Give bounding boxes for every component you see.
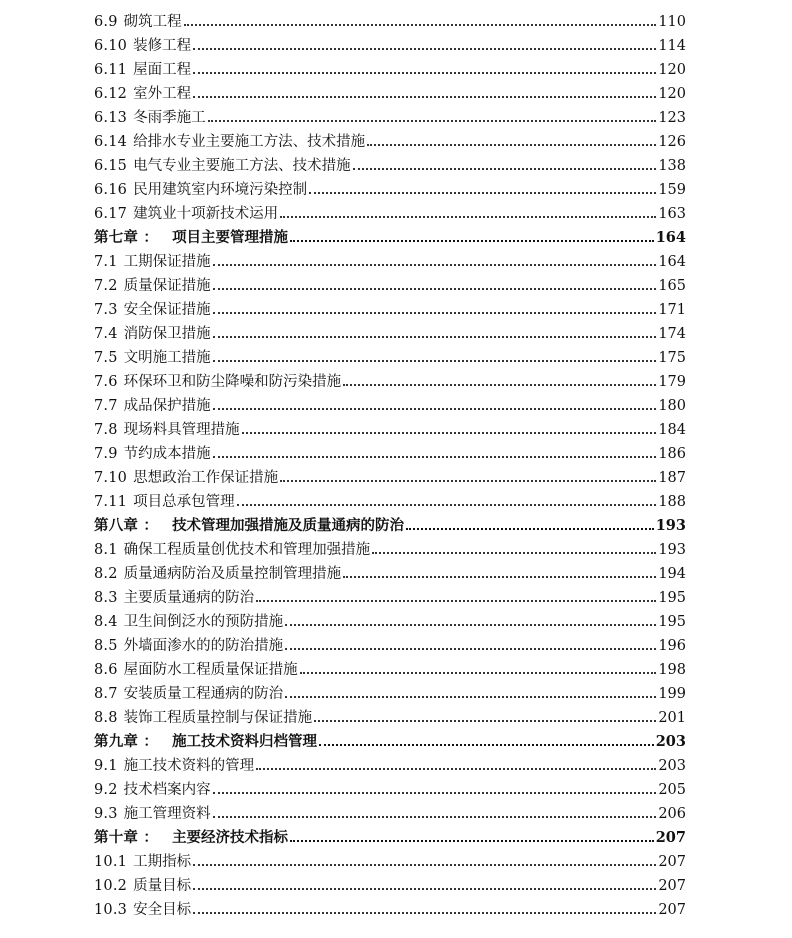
toc-entry-number: 8.2 — [94, 566, 118, 582]
toc-entry[interactable] — [94, 586, 686, 610]
toc-entry-number: 8.3 — [94, 590, 118, 606]
dot-leader — [242, 432, 657, 434]
dot-leader — [343, 576, 656, 578]
toc-entry[interactable] — [94, 154, 686, 178]
toc-entry-title: 民用建筑室内环境污染控制 — [133, 182, 308, 198]
toc-entry-title: 质量目标 — [133, 878, 192, 894]
toc-entry[interactable] — [94, 898, 686, 922]
toc-entry-page: 126 — [658, 134, 686, 150]
toc-entry-title: 屋面工程 — [133, 62, 192, 78]
toc-entry-number: 7.6 — [94, 374, 118, 390]
toc-entry[interactable] — [94, 346, 686, 370]
toc-entry-page: 174 — [658, 326, 686, 342]
toc-entry-page: 207 — [658, 902, 686, 918]
toc-entry-number: 6.15 — [94, 158, 128, 174]
toc-entry-number: 10.1 — [94, 854, 128, 870]
toc-entry-title: 装饰工程质量控制与保证措施 — [123, 710, 313, 726]
toc-entry-title: 电气专业主要施工方法、技术措施 — [133, 158, 351, 174]
toc-entry-number: 10.2 — [94, 878, 128, 894]
toc-entry-page: 186 — [658, 446, 686, 462]
toc-entry-page: 138 — [658, 158, 686, 174]
dot-leader — [237, 504, 657, 506]
toc-entry-page: 163 — [658, 206, 686, 222]
dot-leader — [372, 552, 656, 554]
toc-entry-number: 8.6 — [94, 662, 118, 678]
toc-entry-page: 120 — [658, 86, 686, 102]
toc-entry[interactable] — [94, 370, 686, 394]
dot-leader — [213, 816, 657, 818]
toc-entry-number: 第十章 ： — [94, 829, 159, 846]
dot-leader — [193, 888, 656, 890]
toc-entry-title: 室外工程 — [133, 86, 192, 102]
toc-entry[interactable] — [94, 58, 686, 82]
toc-entry-number: 第八章 ： — [94, 517, 159, 534]
toc-entry-page: 184 — [658, 422, 686, 438]
toc-entry[interactable] — [94, 610, 686, 634]
toc-entry-title: 安全保证措施 — [123, 302, 211, 318]
toc-entry[interactable] — [94, 754, 686, 778]
toc-entry-number: 第九章 ： — [94, 733, 159, 750]
toc-entry-page: 196 — [658, 638, 686, 654]
toc-entry-number: 7.11 — [94, 494, 128, 510]
toc-entry-number: 7.8 — [94, 422, 118, 438]
toc-entry-title: 施工管理资料 — [123, 806, 211, 822]
dot-leader — [184, 24, 657, 26]
toc-entry-number: 7.3 — [94, 302, 118, 318]
toc-entry-page: 199 — [658, 686, 686, 702]
toc-entry-title: 施工技术资料的管理 — [123, 758, 255, 774]
toc-entry-number: 6.9 — [94, 14, 118, 30]
toc-entry[interactable] — [94, 394, 686, 418]
toc-entry-title: 质量通病防治及质量控制管理措施 — [123, 566, 342, 582]
toc-entry-number: 6.10 — [94, 38, 128, 54]
toc-entry-page: 165 — [658, 278, 686, 294]
toc-entry-page: 203 — [655, 733, 686, 750]
toc-entry-title: 思想政治工作保证措施 — [133, 470, 279, 486]
dot-leader — [193, 912, 656, 914]
toc-entry-number: 8.1 — [94, 542, 118, 558]
toc-entry-title: 安装质量工程通病的防治 — [123, 686, 284, 702]
toc-entry-title: 安全目标 — [133, 902, 192, 918]
toc-entry-title: 装修工程 — [133, 38, 192, 54]
toc-entry-page: 207 — [658, 854, 686, 870]
toc-entry-page: 193 — [655, 517, 686, 534]
toc-entry[interactable] — [94, 298, 686, 322]
toc-entry-number: 10.3 — [94, 902, 128, 918]
toc-chapter-entry[interactable] — [94, 826, 686, 850]
toc-entry-page: 164 — [655, 229, 686, 246]
toc-entry-page: 195 — [658, 614, 686, 630]
dot-leader — [256, 768, 656, 770]
toc-entry-number: 6.17 — [94, 206, 128, 222]
dot-leader — [193, 72, 656, 74]
toc-entry-title: 节约成本措施 — [123, 446, 211, 462]
dot-leader — [256, 600, 656, 602]
toc-entry-page: 203 — [658, 758, 686, 774]
toc-entry-number: 7.9 — [94, 446, 118, 462]
toc-entry-number: 9.2 — [94, 782, 118, 798]
toc-entry-number: 7.10 — [94, 470, 128, 486]
toc-entry[interactable] — [94, 82, 686, 106]
toc-entry[interactable] — [94, 274, 686, 298]
toc-entry-title: 屋面防水工程质量保证措施 — [123, 662, 298, 678]
toc-entry-title: 现场料具管理措施 — [123, 422, 240, 438]
toc-entry-title: 技术档案内容 — [123, 782, 211, 798]
toc-entry-title: 工期保证措施 — [123, 254, 211, 270]
toc-entry[interactable] — [94, 490, 686, 514]
toc-entry[interactable] — [94, 34, 686, 58]
toc-entry-title: 文明施工措施 — [123, 350, 211, 366]
toc-entry[interactable] — [94, 874, 686, 898]
dot-leader — [285, 696, 656, 698]
toc-entry[interactable] — [94, 202, 686, 226]
toc-entry-title: 砌筑工程 — [123, 14, 182, 30]
toc-entry-title: 环保环卫和防尘降噪和防污染措施 — [123, 374, 342, 390]
toc-entry-title: 主要经济技术指标 — [172, 829, 289, 846]
dot-leader — [193, 96, 656, 98]
dot-leader — [285, 648, 656, 650]
dot-leader — [213, 456, 657, 458]
dot-leader — [193, 864, 656, 866]
toc-entry-page: 120 — [658, 62, 686, 78]
toc-entry[interactable] — [94, 706, 686, 730]
dot-leader — [285, 624, 656, 626]
toc-entry[interactable] — [94, 442, 686, 466]
toc-entry-page: 206 — [658, 806, 686, 822]
dot-leader — [309, 192, 656, 194]
dot-leader — [213, 288, 657, 290]
toc-entry[interactable] — [94, 418, 686, 442]
dot-leader — [213, 408, 657, 410]
toc-entry[interactable] — [94, 850, 686, 874]
toc-entry[interactable] — [94, 322, 686, 346]
toc-entry-page: 175 — [658, 350, 686, 366]
dot-leader — [406, 528, 654, 530]
dot-leader — [193, 48, 656, 50]
toc-entry-title: 技术管理加强措施及质量通病的防治 — [172, 517, 405, 534]
toc-entry-number: 8.5 — [94, 638, 118, 654]
toc-entry-number: 7.4 — [94, 326, 118, 342]
dot-leader — [290, 840, 654, 842]
toc-entry-page: 180 — [658, 398, 686, 414]
toc-entry[interactable] — [94, 562, 686, 586]
toc-entry-title: 建筑业十项新技术运用 — [133, 206, 279, 222]
toc-entry-number: 8.7 — [94, 686, 118, 702]
dot-leader — [300, 672, 657, 674]
table-of-contents — [94, 10, 686, 922]
dot-leader — [213, 264, 657, 266]
dot-leader — [314, 720, 656, 722]
toc-entry-number: 7.1 — [94, 254, 118, 270]
toc-entry-page: 201 — [658, 710, 686, 726]
dot-leader — [290, 240, 654, 242]
toc-entry[interactable] — [94, 250, 686, 274]
toc-entry-page: 187 — [658, 470, 686, 486]
toc-entry-number: 6.13 — [94, 110, 128, 126]
toc-entry[interactable] — [94, 634, 686, 658]
toc-entry[interactable] — [94, 682, 686, 706]
toc-entry-number: 第七章 ： — [94, 229, 159, 246]
toc-chapter-entry[interactable] — [94, 226, 686, 250]
toc-entry-number: 8.8 — [94, 710, 118, 726]
toc-entry-page: 198 — [658, 662, 686, 678]
toc-entry-title: 质量保证措施 — [123, 278, 211, 294]
toc-entry-page: 123 — [658, 110, 686, 126]
toc-entry[interactable] — [94, 658, 686, 682]
dot-leader — [343, 384, 656, 386]
toc-entry[interactable] — [94, 538, 686, 562]
toc-entry-number: 9.3 — [94, 806, 118, 822]
toc-entry[interactable] — [94, 130, 686, 154]
toc-entry-number: 6.14 — [94, 134, 128, 150]
toc-entry-title: 施工技术资料归档管理 — [172, 733, 318, 750]
toc-entry-page: 159 — [658, 182, 686, 198]
toc-entry-page: 179 — [658, 374, 686, 390]
toc-entry-title: 冬雨季施工 — [133, 110, 206, 126]
toc-entry-number: 6.12 — [94, 86, 128, 102]
toc-entry-number: 8.4 — [94, 614, 118, 630]
toc-entry-title: 确保工程质量创优技术和管理加强措施 — [123, 542, 371, 558]
toc-entry-page: 205 — [658, 782, 686, 798]
toc-entry[interactable] — [94, 106, 686, 130]
toc-entry-title: 项目总承包管理 — [133, 494, 235, 510]
toc-entry-title: 工期指标 — [133, 854, 192, 870]
dot-leader — [367, 144, 656, 146]
toc-entry-page: 193 — [658, 542, 686, 558]
toc-entry-number: 7.2 — [94, 278, 118, 294]
toc-entry-number: 9.1 — [94, 758, 118, 774]
dot-leader — [353, 168, 657, 170]
toc-entry[interactable] — [94, 10, 686, 34]
dot-leader — [319, 744, 654, 746]
toc-entry-page: 207 — [655, 829, 686, 846]
toc-entry-number: 7.7 — [94, 398, 118, 414]
toc-entry-page: 110 — [658, 14, 686, 30]
toc-entry[interactable] — [94, 466, 686, 490]
toc-entry-title: 消防保卫措施 — [123, 326, 211, 342]
toc-chapter-entry[interactable] — [94, 514, 686, 538]
toc-entry-title: 外墙面渗水的的防治措施 — [123, 638, 284, 654]
dot-leader — [280, 216, 656, 218]
toc-chapter-entry[interactable] — [94, 730, 686, 754]
toc-entry-page: 164 — [658, 254, 686, 270]
dot-leader — [213, 312, 657, 314]
toc-entry-page: 194 — [658, 566, 686, 582]
toc-entry-page: 114 — [658, 38, 686, 54]
dot-leader — [213, 360, 657, 362]
toc-entry[interactable] — [94, 778, 686, 802]
toc-entry-page: 188 — [658, 494, 686, 510]
dot-leader — [208, 120, 657, 122]
toc-entry-title: 卫生间倒泛水的预防措施 — [123, 614, 284, 630]
toc-entry-number: 6.16 — [94, 182, 128, 198]
toc-entry[interactable] — [94, 178, 686, 202]
toc-entry-title: 成品保护措施 — [123, 398, 211, 414]
toc-entry[interactable] — [94, 802, 686, 826]
toc-entry-page: 171 — [658, 302, 686, 318]
toc-entry-title: 主要质量通病的防治 — [123, 590, 255, 606]
dot-leader — [213, 336, 657, 338]
toc-entry-number: 7.5 — [94, 350, 118, 366]
toc-entry-number: 6.11 — [94, 62, 128, 78]
toc-entry-title: 项目主要管理措施 — [172, 229, 289, 246]
dot-leader — [280, 480, 656, 482]
toc-entry-page: 195 — [658, 590, 686, 606]
toc-entry-title: 给排水专业主要施工方法、技术措施 — [133, 134, 366, 150]
toc-entry-page: 207 — [658, 878, 686, 894]
dot-leader — [213, 792, 657, 794]
